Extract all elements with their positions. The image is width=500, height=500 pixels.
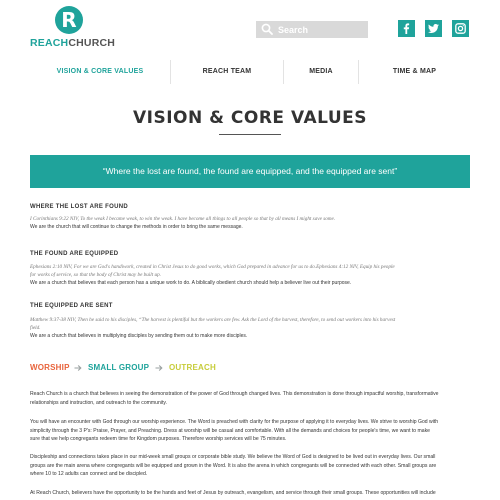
title-underline [219, 134, 281, 135]
tab-outreach[interactable]: OUTREACH [169, 363, 216, 372]
paragraph-line: simplicity through the 3 P's: Praise, Prayer, and Preaching. Dress at worship will be casual and comfortable. With all the demands and choices for people's time, we want to make [30, 427, 431, 434]
search-icon[interactable] [261, 23, 273, 35]
paragraph-line: At Reach Church, believers have the opportunity to be the hands and feet of Jesus by outreach, evangelism, and service through their small groups. These opportunities will include [30, 490, 436, 496]
arrow-right-icon [155, 364, 163, 372]
mission-banner [30, 155, 470, 188]
twitter-icon [428, 23, 439, 34]
nav-item-media[interactable]: MEDIA [309, 68, 333, 75]
section-heading: WHERE THE LOST ARE FOUND [30, 204, 128, 210]
paragraph-line: relationships and instruction, and outreach to the community. [30, 399, 167, 406]
site-header [0, 0, 500, 52]
search-box[interactable] [256, 21, 368, 38]
instagram-icon [455, 23, 466, 34]
worship-paragraph [30, 418, 470, 444]
paragraph-line: sure that we help congregants redeem time for Kingdom purposes. Therefore worship services will be 75 minutes. [30, 436, 287, 442]
section-heading: THE EQUIPPED ARE SENT [30, 303, 113, 309]
twitter-link[interactable] [425, 20, 442, 37]
logo-name-church: CHURCH [68, 37, 116, 49]
search-input[interactable] [278, 21, 366, 38]
scripture-verse: Ephesians 2:10 NIV, For we are God's handiwork, created in Christ Jesus to do good works, which God prepared in advance for us to do.Ephesians 4:12 NIV, Equip his people [30, 264, 395, 270]
logo-wordmark [30, 37, 116, 49]
nav-item-reach-team[interactable]: REACH TEAM [202, 68, 252, 75]
paragraph-line: You will have an encounter with God through our worship experience. The Word is preached with clarity for the purpose of applying it to everyday lives. We strive to worship God with [30, 419, 439, 425]
mission-quote: “Where the lost are found, the found are equipped, and the equipped are sent” [102, 166, 398, 176]
intro-paragraph [30, 390, 470, 407]
scripture-verse: I Corinthians 9:22 NIV, To the weak I became weak, to win the weak. I have become all things to all people so that by all means I might save some. [30, 216, 336, 222]
small-group-paragraph [30, 453, 470, 479]
section-heading: THE FOUND ARE EQUIPPED [30, 251, 119, 257]
paragraph-line: groups are the main arena where congregants will be equipped and grown in the Word. It is also the arena in which congregants will be connected with each other. Small groups are [30, 462, 437, 469]
paragraph-line: where 10 to 12 adults can connect and be discipled. [30, 471, 148, 477]
scripture-verse: Matthew 9:37-38 NIV, Then he said to his disciples, “The harvest is plentiful but the workers are few. Ask the Lord of the harvest, therefore, to send out workers into his harvest [30, 317, 396, 323]
tab-worship[interactable]: WORSHIP [30, 363, 70, 372]
section-text: We are the church that will continue to change the methods in order to bring the same message. [30, 224, 243, 230]
tab-small-group[interactable]: SMALL GROUP [88, 363, 150, 372]
arrow-right-icon [74, 364, 82, 372]
section-text: We are a church that believes that each person has a unique work to do. A biblically obedient church should help a believer live out their purpose. [30, 280, 352, 286]
paragraph-line: Discipleship and connections takes place in our mid-week small groups or corporate bible study. We believe the Word of God is designed to be lived out in everyday lives. Our small [30, 454, 436, 460]
page-title: VISION & CORE VALUES [133, 108, 367, 128]
logo-mark [55, 6, 83, 34]
logo-letter: R [61, 8, 77, 32]
nav-item-time-map[interactable]: TIME & MAP [392, 68, 437, 75]
instagram-link[interactable] [452, 20, 469, 37]
facebook-link[interactable] [398, 20, 415, 37]
logo-name-reach: REACH [30, 37, 69, 49]
paragraph-line: Reach Church is a church that believes in seeing the demonstration of the power of God through changed lives. This demonstration is done through impactful worship, transformative [30, 391, 439, 397]
scripture-verse: field. [30, 325, 41, 331]
section-text: We are a church that believes in multiplying disciples by sending them out to make more disciples. [30, 333, 248, 339]
outreach-paragraph [30, 489, 470, 498]
nav-item-vision-core-values[interactable]: VISION & CORE VALUES [56, 68, 144, 75]
reach-church-logo[interactable] [30, 6, 116, 49]
scripture-verse: for works of service, so that the body of Christ may be built up. [30, 272, 161, 278]
main-nav [30, 58, 470, 86]
facebook-icon [401, 23, 412, 34]
